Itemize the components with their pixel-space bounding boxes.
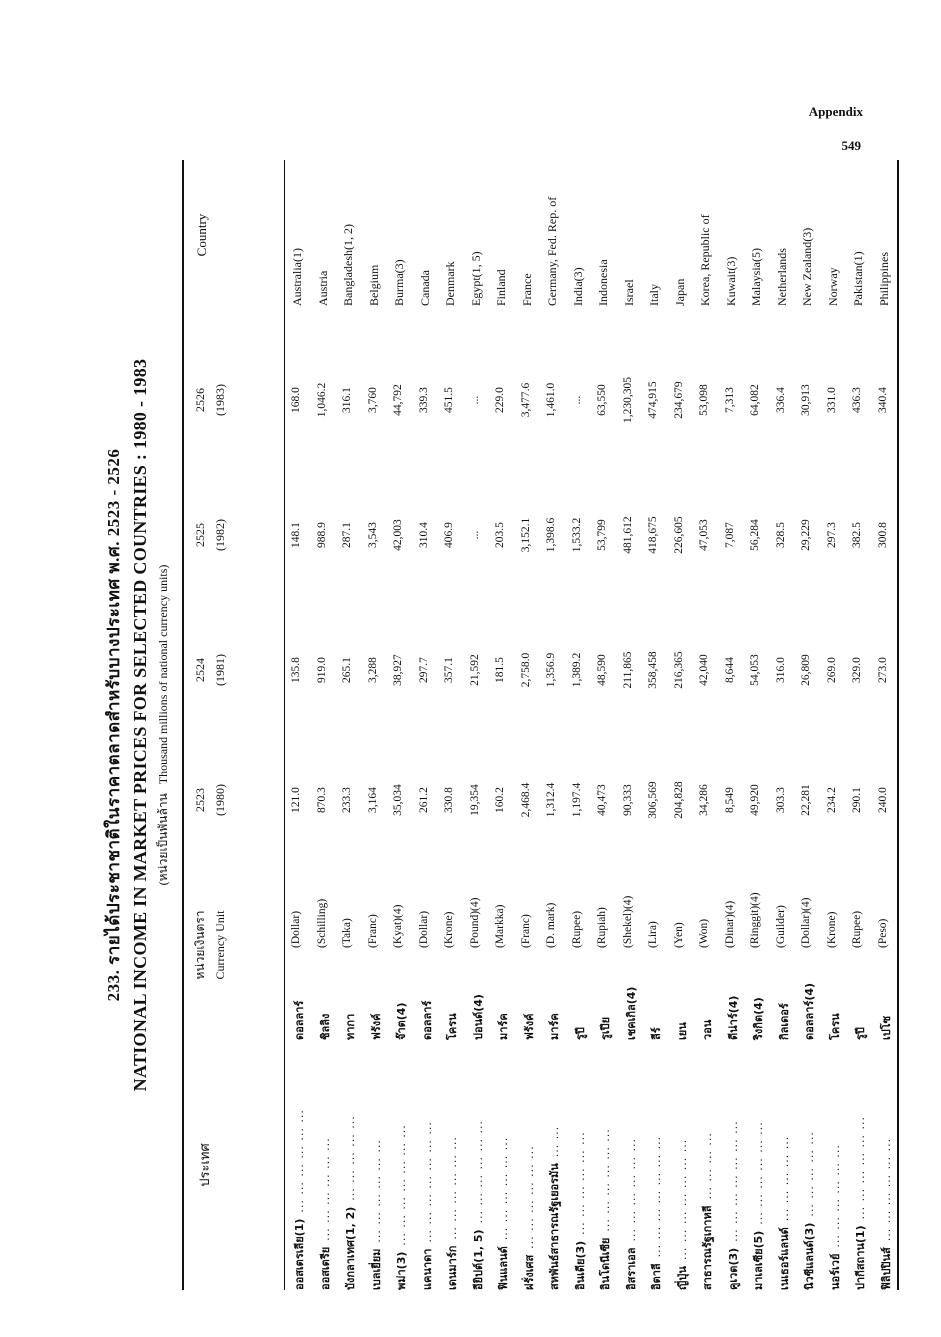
currency-unit-cell: (Won) xyxy=(698,918,710,948)
value-cell: 226,605 xyxy=(672,516,685,554)
year-be: 2523 xyxy=(193,788,207,812)
leader-dots: ... ... ... ... ... xyxy=(344,1115,357,1201)
currency-unit-cell: (Yen) xyxy=(672,922,685,948)
value-cell: 269.0 xyxy=(825,657,838,683)
currency-thai-cell: วอน xyxy=(701,1019,714,1040)
leader-dots: ... ... ... ... xyxy=(701,1132,714,1200)
currency-unit-cell: (Pound)(4) xyxy=(468,897,481,948)
currency-thai-cell: กิลเดอร์ xyxy=(777,1003,791,1040)
country-thai-cell xyxy=(571,1040,589,1290)
year-be: 2526 xyxy=(193,388,207,412)
year-be: 2525 xyxy=(193,523,207,547)
currency-thai-cell: เยน xyxy=(675,1022,689,1040)
value-cell: 1,230,305 xyxy=(621,377,634,423)
value-cell: 35,034 xyxy=(392,784,404,816)
value-cell: 300.8 xyxy=(876,522,889,548)
country-thai-name: มาเลเซีย(5) xyxy=(752,1230,765,1290)
subtitle-english: Thousand millions of national currency units) xyxy=(156,564,170,785)
country-english-cell: Finland xyxy=(494,269,508,306)
header-year-1983 xyxy=(190,355,230,445)
year-ce: (1982) xyxy=(213,519,227,551)
country-thai-name: ญี่ปุ่น xyxy=(675,1266,689,1290)
currency-unit-cell: (D. mark) xyxy=(545,902,557,948)
year-ce: (1980) xyxy=(213,784,227,816)
value-cell: 7,087 xyxy=(723,522,736,548)
year-ce: (1983) xyxy=(213,384,227,416)
country-thai-name: เดนมาร์ก xyxy=(446,1245,459,1290)
value-cell: 240.0 xyxy=(876,787,889,813)
leader-dots: ... ... xyxy=(548,1125,561,1158)
table-row xyxy=(311,160,337,1290)
value-cell: 203.5 xyxy=(494,522,506,548)
value-cell: 121.0 xyxy=(290,787,302,813)
table-row xyxy=(719,160,745,1290)
value-cell: 303.3 xyxy=(774,787,787,813)
value-cell: 3,164 xyxy=(366,787,379,813)
table-row xyxy=(336,160,362,1290)
header-unit-thai: หน่วยเงินตรา xyxy=(193,910,207,980)
value-cell: 330.8 xyxy=(443,787,455,813)
value-cell: 3,152.1 xyxy=(519,517,532,553)
value-cell: 229.0 xyxy=(494,387,506,413)
country-thai-cell xyxy=(775,1040,793,1290)
value-cell: 988.9 xyxy=(315,522,328,548)
currency-unit-cell: (Dinar)(4) xyxy=(723,900,736,948)
value-cell: 340.4 xyxy=(876,387,889,413)
country-thai-cell xyxy=(494,1040,512,1290)
leader-dots: ... ... ... ... ... ... xyxy=(293,1109,306,1213)
table-row xyxy=(770,160,796,1290)
country-thai-cell xyxy=(647,1040,665,1290)
value-cell: 53,799 xyxy=(596,519,608,551)
value-cell: 19,354 xyxy=(468,784,481,816)
value-cell: 2,468.4 xyxy=(519,782,532,818)
leader-dots: ... ... ... ... ... ... xyxy=(599,1128,612,1232)
currency-thai-cell: ปอนด์(4) xyxy=(471,994,485,1040)
currency-unit-cell: (Krone) xyxy=(825,911,838,948)
currency-unit-cell: (Peso) xyxy=(876,918,889,948)
country-english-cell: Kuwait(3) xyxy=(723,256,738,306)
table-row xyxy=(591,160,617,1290)
country-english-cell: Italy xyxy=(647,284,661,306)
currency-thai-cell: เปโซ xyxy=(879,1015,893,1040)
leader-dots: ... ... ... ... ... xyxy=(777,1135,791,1222)
value-cell: 336.4 xyxy=(774,387,787,413)
value-cell: 204,828 xyxy=(672,781,685,819)
currency-unit-cell: (Shekel)(4) xyxy=(621,895,634,948)
table-row xyxy=(285,160,311,1290)
country-thai-name: เบลเยี่ยม xyxy=(369,1248,383,1290)
value-cell: 436.3 xyxy=(851,387,863,413)
value-cell: 1,533.2 xyxy=(570,517,583,553)
value-cell: 160.2 xyxy=(494,787,506,813)
country-english-cell: India(3) xyxy=(570,267,585,306)
value-cell: 3,477.6 xyxy=(519,382,532,418)
leader-dots: ... ... ... ... ... ... xyxy=(369,1139,383,1243)
currency-thai-cell: ทากา xyxy=(344,1013,357,1040)
value-cell: 1,389.2 xyxy=(570,652,583,688)
value-cell: 382.5 xyxy=(851,522,863,548)
currency-unit-cell: (Rupee) xyxy=(570,910,583,948)
value-cell: 30,913 xyxy=(800,384,812,416)
country-english-cell: Egypt(1, 5) xyxy=(468,251,483,306)
leader-dots: ... ... ... ... ... ... xyxy=(522,1145,536,1249)
table-row xyxy=(413,160,439,1290)
currency-unit-cell: (Kyat)(4) xyxy=(392,904,404,948)
currency-unit-cell: (Dollar)(4) xyxy=(800,897,812,948)
value-cell: 1,197.4 xyxy=(570,782,583,818)
currency-thai-cell: ดอลลาร์(4) xyxy=(803,982,816,1040)
country-thai-name: เนเธอร์แลนด์ xyxy=(777,1227,791,1290)
value-cell: 48,590 xyxy=(596,654,608,686)
value-cell: 919.0 xyxy=(315,657,328,683)
table-row xyxy=(795,160,821,1290)
value-cell: 148.1 xyxy=(290,522,302,548)
currency-unit-cell: (Ringgit)(4) xyxy=(749,892,761,948)
value-cell: 49,920 xyxy=(749,784,761,816)
country-thai-cell xyxy=(851,1040,869,1290)
leader-dots: ... ... ... ... ... ... xyxy=(573,1131,587,1235)
header-country-english: Country xyxy=(194,213,209,257)
leader-dots: ... ... ... ... ... ... xyxy=(879,1137,893,1242)
leader-dots: ... ... ... ... ... ... xyxy=(828,1144,842,1248)
value-cell: 168.0 xyxy=(290,387,302,413)
value-cell: 42,003 xyxy=(392,519,404,551)
leader-dots: ... ... ... ... ... ... xyxy=(446,1136,459,1240)
table-row xyxy=(872,160,898,1290)
value-cell: 357.1 xyxy=(443,657,455,683)
value-cell: 22,281 xyxy=(800,784,812,816)
country-english-cell: Malaysia(5) xyxy=(749,248,763,306)
value-cell: 216,365 xyxy=(672,651,685,689)
currency-unit-cell: (Lira) xyxy=(647,921,659,948)
country-thai-name: อิสราเอล xyxy=(624,1247,638,1290)
currency-thai-cell: มาร์ค xyxy=(548,1013,561,1040)
value-cell: 329.0 xyxy=(851,657,863,683)
table-bottom-rule xyxy=(897,160,899,1290)
value-cell: 29,229 xyxy=(800,519,812,551)
value-cell: 297.3 xyxy=(825,522,838,548)
currency-unit-cell: (Taka) xyxy=(341,918,353,948)
header-year-1982 xyxy=(190,490,230,580)
country-english-cell: New Zealand(3) xyxy=(800,227,814,306)
currency-unit-cell: (Guilder) xyxy=(774,905,787,948)
country-thai-name: อิตาลี xyxy=(650,1263,663,1290)
currency-thai-cell: ริงกิต(4) xyxy=(752,997,765,1040)
value-cell: 316.1 xyxy=(341,387,353,413)
country-english-cell: Norway xyxy=(825,267,840,306)
country-thai-name: ออสเตรเลีย(1) xyxy=(293,1218,306,1290)
value-cell: 56,284 xyxy=(749,519,761,551)
value-cell: 328.5 xyxy=(774,522,787,548)
country-english-cell: Pakistan(1) xyxy=(851,251,865,306)
table-row xyxy=(566,160,592,1290)
country-english-cell: Netherlands xyxy=(774,248,789,306)
value-cell: 64,082 xyxy=(749,384,761,416)
country-english-cell: Israel xyxy=(621,279,636,306)
table-row xyxy=(693,160,719,1290)
country-thai-name: สหพันธ์สาธารณรัฐเยอรมัน xyxy=(548,1163,561,1290)
country-thai-cell xyxy=(520,1040,538,1290)
value-cell: 451.5 xyxy=(443,387,455,413)
country-english-cell: Philippines xyxy=(876,251,891,306)
currency-thai-cell: ดอลลาร์ xyxy=(293,1000,306,1040)
value-cell: 47,053 xyxy=(698,519,710,551)
value-cell: 181.5 xyxy=(494,657,506,683)
value-cell: 316.0 xyxy=(774,657,787,683)
value-cell: 26,809 xyxy=(800,654,812,686)
currency-thai-cell: ดีน่าร์(4) xyxy=(726,995,740,1040)
country-thai-cell xyxy=(443,1040,461,1290)
value-cell: 233.3 xyxy=(341,787,353,813)
value-cell: 38,927 xyxy=(392,654,404,686)
value-cell: 8,549 xyxy=(723,787,736,813)
value-cell: 34,286 xyxy=(698,784,710,816)
table-row xyxy=(489,160,515,1290)
value-cell: 406.9 xyxy=(443,522,455,548)
value-cell: 8,644 xyxy=(723,657,736,683)
currency-thai-cell: ดอลลาร์ xyxy=(420,1000,434,1040)
value-cell: 90,333 xyxy=(621,784,634,816)
country-thai-name: ฝรั่งเศส xyxy=(522,1254,536,1290)
country-thai-name: นิวซีแลนด์(3) xyxy=(803,1222,816,1290)
leader-dots: ... ... ... ... ... ... ... xyxy=(675,1138,689,1261)
value-cell: 42,040 xyxy=(698,654,710,686)
country-thai-name: อินเดีย(3) xyxy=(573,1240,587,1290)
country-english-cell: Bangladesh(1, 2) xyxy=(341,224,355,306)
header-currency-unit xyxy=(190,850,230,1040)
table-row xyxy=(387,160,413,1290)
country-thai-name: อินโดนีเซีย xyxy=(599,1237,612,1290)
country-thai-cell xyxy=(316,1040,334,1290)
country-thai-name: อียิปต์(1, 5) xyxy=(471,1229,485,1290)
country-thai-cell xyxy=(341,1040,359,1290)
country-thai-name: บังกลาเทศ(1, 2) xyxy=(344,1206,357,1290)
value-cell: ... xyxy=(468,530,481,540)
currency-thai-cell: เชคเกิล(4) xyxy=(624,986,638,1040)
value-cell: 234.2 xyxy=(825,787,838,813)
currency-thai-cell: รูเปีย xyxy=(599,1016,612,1040)
value-cell: 418,675 xyxy=(647,516,659,554)
currency-unit-cell: (Rupiah) xyxy=(596,907,608,948)
table-row xyxy=(617,160,643,1290)
country-thai-cell xyxy=(749,1040,767,1290)
currency-thai-cell: รูปี xyxy=(854,1027,867,1040)
country-english-cell: Burma(3) xyxy=(392,259,406,306)
country-english-cell: Korea, Republic of xyxy=(698,214,712,306)
leader-dots: ... ... ... ... ... ... xyxy=(497,1136,510,1241)
table-row xyxy=(540,160,566,1290)
country-thai-name: พม่า(3) xyxy=(395,1251,408,1290)
value-cell: 1,312.4 xyxy=(545,782,557,818)
rotated-table-page xyxy=(100,160,893,1290)
value-cell: 135.8 xyxy=(290,657,302,683)
country-english-cell: Indonesia xyxy=(596,259,610,306)
country-thai-name: ออสเตรีย xyxy=(318,1246,332,1290)
table-row xyxy=(642,160,668,1290)
value-cell: 234,679 xyxy=(672,381,685,419)
country-english-cell: Denmark xyxy=(443,261,457,306)
value-cell: 306,569 xyxy=(647,781,659,819)
value-cell: ... xyxy=(570,395,583,405)
currency-unit-cell: (Franc) xyxy=(366,914,379,948)
currency-thai-cell: มาร์ค xyxy=(497,1013,510,1040)
value-cell: 211,865 xyxy=(621,651,634,689)
value-cell: 1,398.6 xyxy=(545,517,557,553)
currency-unit-cell: (Franc) xyxy=(519,914,532,948)
country-thai-cell xyxy=(826,1040,844,1290)
value-cell: 63,550 xyxy=(596,384,608,416)
table-row xyxy=(362,160,388,1290)
value-cell: 3,760 xyxy=(366,387,379,413)
currency-thai-cell: ลีร์ xyxy=(650,1027,663,1040)
value-cell: 261.2 xyxy=(417,787,430,813)
country-english-cell: Japan xyxy=(672,278,687,306)
value-cell: ... xyxy=(468,395,481,405)
header-country-thai: ประเทศ xyxy=(197,1143,212,1187)
value-cell: 7,313 xyxy=(723,387,736,413)
income-table xyxy=(182,160,899,1290)
value-cell: 870.3 xyxy=(315,787,328,813)
country-thai-cell xyxy=(673,1040,691,1290)
table-row xyxy=(744,160,770,1290)
country-thai-name: ฟิลิปปินส์ xyxy=(879,1247,893,1290)
country-thai-cell xyxy=(469,1040,487,1290)
country-english-cell: Germany, Fed. Rep. of xyxy=(545,196,559,306)
currency-unit-cell: (Dollar) xyxy=(417,910,430,948)
country-thai-cell xyxy=(545,1040,563,1290)
country-english-cell: Canada xyxy=(417,270,432,306)
country-english-cell: Austria xyxy=(315,270,330,306)
country-thai-cell xyxy=(290,1040,308,1290)
country-thai-cell xyxy=(392,1040,410,1290)
leader-dots: ... ... ... ... ... ... ... xyxy=(395,1124,408,1246)
leader-dots: ... ... ... ... ... ... xyxy=(854,1115,867,1220)
value-cell: 40,473 xyxy=(596,784,608,816)
page-number: 549 xyxy=(841,138,861,153)
value-cell: 265.1 xyxy=(341,657,353,683)
value-cell: 481,612 xyxy=(621,516,634,554)
currency-thai-cell: ฟรังค์ xyxy=(369,1013,383,1040)
country-thai-name: ปากีสถาน(1) xyxy=(854,1225,867,1290)
table-body xyxy=(285,160,897,1290)
year-be: 2524 xyxy=(193,658,207,682)
value-cell: 21,592 xyxy=(468,654,481,686)
table-row xyxy=(438,160,464,1290)
table-row xyxy=(846,160,872,1290)
value-cell: 290.1 xyxy=(851,787,863,813)
value-cell: 273.0 xyxy=(876,657,889,683)
currency-thai-cell: โครน xyxy=(446,1013,459,1040)
country-thai-name: คูเวต(3) xyxy=(726,1247,740,1290)
header-unit-english: Currency Unit xyxy=(213,910,227,980)
value-cell: 474,915 xyxy=(647,381,659,419)
header-year-1981 xyxy=(190,625,230,715)
currency-unit-cell: (Dollar) xyxy=(290,910,302,948)
appendix-label: Appendix xyxy=(808,104,863,119)
value-cell: 54,053 xyxy=(749,654,761,686)
leader-dots: ... ... ... ... ... ... xyxy=(624,1138,638,1242)
leader-dots: ... ... ... ... ... xyxy=(803,1131,816,1217)
value-cell: 44,792 xyxy=(392,384,404,416)
country-thai-name: แคนาดา xyxy=(420,1248,434,1290)
leader-dots: ... ... ... ... ... ... ... xyxy=(650,1135,663,1258)
currency-thai-cell: ฟรังค์ xyxy=(522,1013,536,1040)
table-row xyxy=(464,160,490,1290)
currency-thai-cell: โครน xyxy=(828,1013,842,1040)
country-thai-cell xyxy=(877,1040,895,1290)
value-cell: 339.3 xyxy=(417,387,430,413)
country-thai-cell xyxy=(724,1040,742,1290)
year-ce: (1981) xyxy=(213,654,227,686)
currency-unit-cell: (Markka) xyxy=(494,904,506,948)
title-thai: 233. รายได้ประชาชาติในราคาตลาดสำหรับบางประเทศ พ.ศ. 2523 - 2526 xyxy=(104,448,123,1002)
header-year-1980 xyxy=(190,755,230,845)
value-cell: 2,758.0 xyxy=(519,652,532,688)
value-cell: 53,098 xyxy=(698,384,710,416)
currency-unit-cell: (Schilling) xyxy=(315,898,328,948)
country-thai-cell xyxy=(418,1040,436,1290)
leader-dots: ... ... ... ... ... ... ... xyxy=(726,1120,740,1242)
value-cell: 1,461.0 xyxy=(545,382,557,418)
country-thai-name: สาธารณรัฐเกาหลี xyxy=(701,1205,714,1290)
subtitle-thai: (หน่วยเป็นพันล้าน xyxy=(156,793,170,886)
table-row xyxy=(821,160,847,1290)
country-thai-cell xyxy=(800,1040,818,1290)
currency-thai-cell: รูปี xyxy=(573,1027,587,1040)
country-thai-cell xyxy=(622,1040,640,1290)
value-cell: 358,458 xyxy=(647,651,659,689)
value-cell: 287.1 xyxy=(341,522,353,548)
value-cell: 297.7 xyxy=(417,657,430,683)
country-english-cell: France xyxy=(519,273,534,306)
country-thai-cell xyxy=(596,1040,614,1290)
leader-dots: ... ... ... ... ... ... xyxy=(752,1121,765,1225)
value-cell: 3,288 xyxy=(366,657,379,683)
country-thai-cell xyxy=(698,1040,716,1290)
leader-dots: ... ... ... ... ... ... xyxy=(318,1137,332,1241)
value-cell: 1,046.2 xyxy=(315,382,328,418)
currency-thai-cell: ชิลลิง xyxy=(318,1013,332,1040)
country-thai-name: นอร์เวย์ xyxy=(828,1253,842,1290)
subtitle xyxy=(154,160,173,1290)
value-cell: 3,543 xyxy=(366,522,379,548)
currency-unit-cell: (Krone) xyxy=(443,911,455,948)
table-row xyxy=(515,160,541,1290)
value-cell: 310.4 xyxy=(417,522,430,548)
title-english: NATIONAL INCOME IN MARKET PRICES FOR SELECTED COUNTRIES : 1980 - 1983 xyxy=(130,358,150,1092)
value-cell: 1,356.9 xyxy=(545,652,557,688)
value-cell: 331.0 xyxy=(825,387,838,413)
country-thai-cell xyxy=(367,1040,385,1290)
table-header xyxy=(184,160,284,1290)
country-english-cell: Belgium xyxy=(366,264,381,306)
table-row xyxy=(668,160,694,1290)
currency-unit-cell: (Rupee) xyxy=(851,910,863,948)
country-thai-name: ฟินแลนด์ xyxy=(497,1246,510,1290)
leader-dots: ... ... ... ... ... ... ... xyxy=(420,1121,434,1243)
leader-dots: ... ... ... ... ... ... xyxy=(471,1120,485,1224)
country-english-cell: Australia(1) xyxy=(290,248,304,306)
currency-thai-cell: จ๊าต(4) xyxy=(395,1002,408,1040)
